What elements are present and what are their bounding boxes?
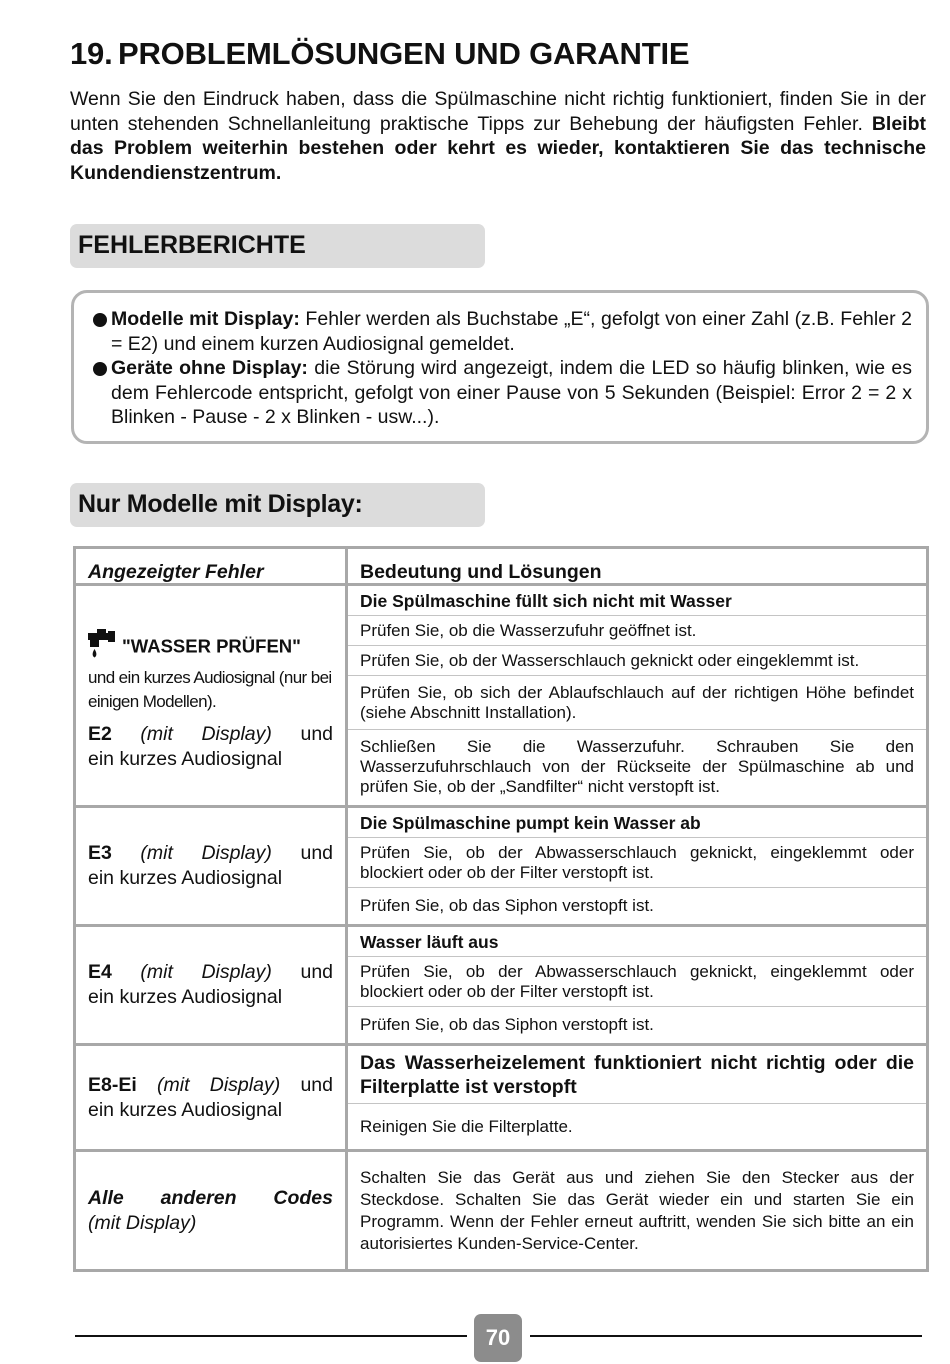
solution-item: Prüfen Sie, ob der Wasserschlauch geknickt oder eingeklemmt ist. — [348, 646, 926, 676]
table-row — [75, 1151, 928, 1271]
fehlerberichte-heading: FEHLERBERICHTE — [70, 224, 485, 268]
error-code-cell — [75, 1045, 347, 1151]
solution-item: Prüfen Sie, ob der Abwasserschlauch geknickt, eingeklemmt oder blockiert oder ob der Filter verstopft ist. — [348, 957, 926, 1007]
error-signal: ein kurzes Audiosignal — [88, 1098, 283, 1121]
error-and: und — [300, 842, 334, 864]
solution-item: Prüfen Sie, ob der Abwasserschlauch geknickt, eingeklemmt oder blockiert oder ob der Filter verstopft ist. — [348, 838, 926, 888]
error-mode: (mit Display) — [157, 1073, 281, 1096]
water-check-text: und ein kurzes Audiosignal (nur bei einigen Modellen). — [88, 668, 332, 711]
header-cell-left — [75, 548, 347, 585]
error-code: E2 — [88, 723, 112, 745]
table-row — [75, 926, 928, 1045]
bullet-dot-icon — [93, 313, 107, 327]
error-code-line — [88, 1073, 333, 1098]
error-mode: (mit Display) — [140, 842, 272, 864]
info-item-label: Geräte ohne Display: — [111, 357, 308, 379]
page-number: 70 — [474, 1314, 522, 1362]
error-and: und — [300, 961, 334, 983]
header-cell-right — [347, 548, 928, 585]
solutions-cell — [347, 807, 928, 926]
table-row — [75, 585, 928, 807]
solutions-cell — [347, 1151, 928, 1271]
info-item-text: Fehler werden als Buchstabe „E“, gefolgt von einer Zahl (z.B. Fehler 2 = E2) und einem kurzen Audiosignal gemeldet. — [111, 308, 912, 355]
display-models-heading: Nur Modelle mit Display: — [70, 483, 485, 527]
solution-item: Prüfen Sie, ob die Wasserzufuhr geöffnet ist. — [348, 616, 926, 646]
error-code: E3 — [88, 842, 112, 864]
error-code-line — [88, 960, 333, 985]
error-signal: ein kurzes Audiosignal — [88, 986, 283, 1008]
solution-item: Reinigen Sie die Filterplatte. — [360, 1117, 573, 1136]
error-report-box — [71, 290, 929, 444]
footer-rule-left — [75, 1335, 467, 1337]
error-code: E8-Ei — [88, 1073, 137, 1096]
error-signal: ein kurzes Audiosignal — [88, 748, 283, 770]
error-mode: (mit Display) — [140, 961, 272, 983]
solution-item: Prüfen Sie, ob das Siphon verstopft ist. — [360, 896, 654, 915]
error-code-cell — [75, 585, 347, 807]
bullet-dot-icon — [93, 362, 107, 376]
error-and: und — [300, 723, 334, 745]
faucet-icon — [88, 629, 116, 666]
solutions-cell — [347, 1045, 928, 1151]
error-table — [73, 546, 929, 1272]
column-header-solutions: Bedeutung und Lösungen — [360, 561, 602, 583]
section-number: 19. — [70, 36, 113, 71]
solution-heading: Die Spülmaschine füllt sich nicht mit Wasser — [348, 586, 926, 616]
error-code: E4 — [88, 961, 112, 983]
solution-item: Schalten Sie das Gerät aus und ziehen Sie den Stecker aus der Steckdose. Schalten Sie das Gerät wieder ein und starten Sie ein Programm. Wenn der Fehler erneut auftritt, wenden Sie sich bitte an ein autorisiertes Kunden-Service-Center. — [360, 1168, 914, 1253]
solution-heading: Wasser läuft aus — [348, 927, 926, 957]
water-check-label: "WASSER PRÜFEN" — [122, 635, 301, 657]
info-item-text: die Störung wird angezeigt, indem die LED so häufig blinken, wie es dem Fehlercode entspricht, gefolgt von einer Pause von 5 Sekunden (Beispiel: Error 2 = 2 x Blinken - Pause - 2 x Blinken - usw...). — [111, 357, 912, 428]
error-code: Alle anderen Codes — [88, 1186, 333, 1209]
error-code-cell — [75, 807, 347, 926]
error-code-line — [88, 841, 333, 866]
intro-paragraph — [70, 87, 926, 185]
error-code-cell — [75, 926, 347, 1045]
table-row — [75, 807, 928, 926]
section-title: PROBLEMLÖSUNGEN UND GARANTIE — [118, 36, 690, 71]
water-warning — [88, 629, 333, 666]
info-item-display — [92, 307, 912, 356]
solution-item: Prüfen Sie, ob sich der Ablaufschlauch auf der richtigen Höhe befindet (siehe Abschnitt Installation). — [348, 676, 926, 730]
error-and: und — [300, 1073, 333, 1096]
solutions-cell — [347, 585, 928, 807]
error-code-cell — [75, 1151, 347, 1271]
solution-heading: Die Spülmaschine pumpt kein Wasser ab — [348, 808, 926, 838]
intro-text: Wenn Sie den Eindruck haben, dass die Spülmaschine nicht richtig funktioniert, finden Sie in der unten stehenden Schnellanleitung praktische Tipps zur Behebung der häufigsten Fehler. — [70, 88, 926, 135]
table-header-row — [75, 548, 928, 585]
footer-rule-right — [530, 1335, 922, 1337]
error-signal: ein kurzes Audiosignal — [88, 867, 283, 889]
error-code-line — [88, 722, 333, 747]
error-mode: (mit Display) — [140, 723, 272, 745]
intro-bold-text: Bleibt das Problem weiterhin bestehen oder kehrt es wieder, kontaktieren Sie das technische Kundendienstzentrum. — [70, 112, 926, 184]
solution-item: Schließen Sie die Wasserzufuhr. Schrauben Sie den Wasserzufuhrschlauch von der Rückseite der Spülmaschine ab und prüfen Sie, ob der „Sandfilter“ nicht verstopft ist. — [360, 737, 914, 796]
solution-item: Prüfen Sie, ob das Siphon verstopft ist. — [360, 1015, 654, 1034]
table-row — [75, 1045, 928, 1151]
solution-heading: Das Wasserheizelement funktioniert nicht richtig oder die Filterplatte ist verstopft — [348, 1046, 926, 1104]
page-title — [70, 36, 930, 72]
solutions-cell — [347, 926, 928, 1045]
error-mode: (mit Display) — [88, 1211, 197, 1234]
column-header-error: Angezeigter Fehler — [88, 561, 264, 583]
info-item-label: Modelle mit Display: — [111, 308, 300, 330]
info-item-no-display — [92, 356, 912, 430]
